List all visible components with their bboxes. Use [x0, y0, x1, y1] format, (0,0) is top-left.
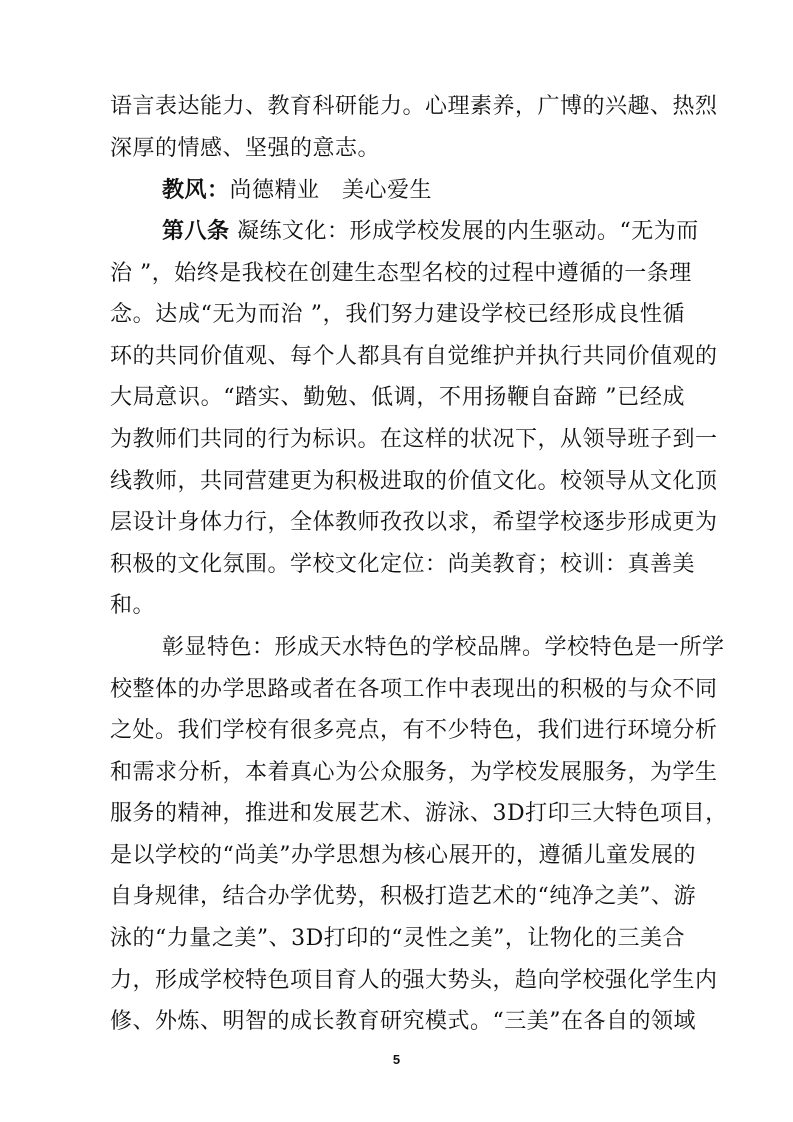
text-line: 为教师们共同的行为标识。在这样的状况下，从领导班子到一	[110, 427, 718, 452]
text-line: 是以学校的“尚美”办学思想为核心展开的，遵循儿童发展的	[110, 843, 696, 868]
text-line: 校整体的办学思路或者在各项工作中表现出的积极的与众不同	[110, 677, 718, 702]
teaching-style-line	[162, 176, 685, 206]
text-line: 泳的“力量之美”、3D打印的“灵性之美”，让物化的三美合	[110, 926, 685, 951]
text-line: 彰显特色：形成天水特色的学校品牌。学校特色是一所学	[162, 635, 725, 660]
article-eight-line	[162, 217, 699, 247]
page-number: 5	[392, 1052, 401, 1067]
text-line: 自身规律，结合办学优势，积极打造艺术的“纯净之美”、游	[110, 884, 696, 909]
teaching-style-label: 教风：	[162, 178, 230, 203]
text-line: 语言表达能力、教育科研能力。心理素养，广博的兴趣、热烈	[110, 94, 718, 119]
text-line: 力，形成学校特色项目育人的强大势头，趋向学校强化学生内	[110, 968, 718, 993]
teaching-style-text: 尚德精业 美心爱生	[229, 178, 433, 203]
text-line: 层设计身体力行，全体教师孜孜以求，希望学校逐步形成更为	[110, 510, 718, 535]
text-line: 念。达成“无为而治 ”，我们努力建设学校已经形成良性循	[110, 302, 685, 327]
text-line: 积极的文化氛围。学校文化定位：尚美教育；校训：真善美	[110, 552, 696, 577]
text-line: 环的共同价值观、每个人都具有自觉维护并执行共同价值观的	[110, 344, 718, 369]
text-line: 深厚的情感、坚强的意志。	[110, 136, 381, 161]
text-line: 修、外炼、明智的成长教育研究模式。“三美”在各自的领域	[110, 1009, 696, 1034]
text-line: 和需求分析，本着真心为公众服务，为学校发展服务，为学生	[110, 760, 718, 785]
text-line: 线教师，共同营建更为积极进取的价值文化。校领导从文化顶	[110, 469, 718, 494]
text-line: 治 ”，始终是我校在创建生态型名校的过程中遵循的一条理	[110, 261, 692, 286]
article-eight-label: 第八条	[162, 219, 230, 244]
text-line: 和。	[110, 593, 156, 618]
text-line: 服务的精神，推进和发展艺术、游泳、3D打印三大特色项目，	[110, 801, 728, 826]
text-line: 之处。我们学校有很多亮点，有不少特色，我们进行环境分析	[110, 718, 718, 743]
article-eight-text: 凝练文化：形成学校发展的内生驱动。“无为而	[229, 219, 699, 244]
text-line: 大局意识。“踏实、勤勉、低调，不用扬鞭自奋蹄 ”已经成	[110, 385, 685, 410]
